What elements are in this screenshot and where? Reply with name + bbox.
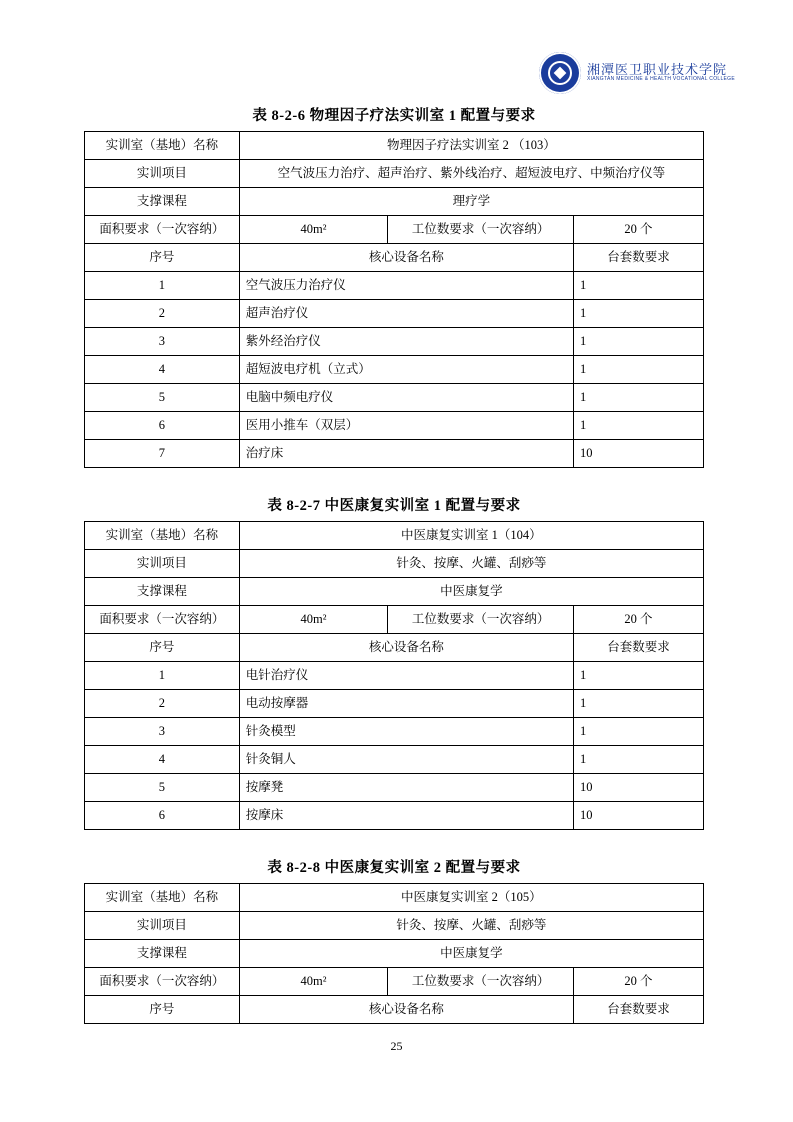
col-header-qty: 台套数要求 (573, 996, 703, 1024)
table-row (85, 272, 704, 300)
station-label: 工位数要求（一次容纳） (388, 968, 574, 996)
college-name-cn: 湘潭医卫职业技术学院 (586, 62, 727, 78)
equipment-qty: 1 (573, 718, 703, 746)
row-value: 中医康复学 (239, 940, 703, 968)
col-header-qty: 台套数要求 (573, 634, 703, 662)
equipment-no: 6 (85, 412, 240, 440)
area-label: 面积要求（一次容纳） (85, 606, 240, 634)
station-value: 20 个 (573, 216, 703, 244)
equipment-no: 4 (85, 746, 240, 774)
college-logo-text (587, 63, 735, 83)
equipment-name: 电动按摩器 (239, 690, 573, 718)
equipment-name: 电脑中频电疗仪 (239, 384, 573, 412)
table-row (85, 132, 704, 160)
area-value: 40m² (239, 968, 388, 996)
station-label: 工位数要求（一次容纳） (388, 606, 574, 634)
college-name-en: XIANGTAN MEDICINE & HEALTH VOCATIONAL COLLEGE (586, 76, 735, 83)
table-row (85, 188, 704, 216)
row-label: 实训项目 (85, 550, 240, 578)
config-table (84, 521, 704, 830)
col-header-name: 核心设备名称 (239, 996, 573, 1024)
config-table (84, 883, 704, 1024)
equipment-no: 4 (85, 356, 240, 384)
equipment-qty: 1 (573, 328, 703, 356)
equipment-no: 1 (85, 662, 240, 690)
equipment-qty: 1 (573, 746, 703, 774)
table-row (85, 802, 704, 830)
equipment-qty: 10 (573, 440, 703, 468)
table-row (85, 662, 704, 690)
table-row (85, 690, 704, 718)
table-title: 表 8-2-6 物理因子疗法实训室 1 配置与要求 (252, 108, 536, 124)
table-row-area (85, 968, 704, 996)
col-header-no: 序号 (85, 244, 240, 272)
row-value: 针灸、按摩、火罐、刮痧等 (239, 550, 703, 578)
table-row (85, 160, 704, 188)
row-label: 实训项目 (85, 160, 240, 188)
row-label: 实训项目 (85, 912, 240, 940)
equipment-name: 按摩凳 (239, 774, 573, 802)
equipment-qty: 1 (573, 412, 703, 440)
equipment-qty: 10 (573, 774, 703, 802)
station-label: 工位数要求（一次容纳） (388, 216, 574, 244)
row-label: 支撑课程 (85, 940, 240, 968)
table-row (85, 912, 704, 940)
equipment-name: 针灸铜人 (239, 746, 573, 774)
row-label: 支撑课程 (85, 578, 240, 606)
col-header-qty: 台套数要求 (573, 244, 703, 272)
table-block-1 (84, 104, 704, 468)
equipment-qty: 10 (573, 802, 703, 830)
table-row (85, 384, 704, 412)
equipment-qty: 1 (573, 690, 703, 718)
row-value: 理疗学 (239, 188, 703, 216)
equipment-qty: 1 (573, 662, 703, 690)
row-label: 实训室（基地）名称 (85, 132, 240, 160)
col-header-name: 核心设备名称 (239, 244, 573, 272)
row-label: 实训室（基地）名称 (85, 884, 240, 912)
table-title: 表 8-2-8 中医康复实训室 2 配置与要求 (267, 860, 521, 876)
equipment-name: 按摩床 (239, 802, 573, 830)
equipment-qty: 1 (573, 300, 703, 328)
area-value: 40m² (239, 216, 388, 244)
table-row (85, 940, 704, 968)
station-value: 20 个 (573, 968, 703, 996)
table-row-area (85, 606, 704, 634)
equipment-no: 6 (85, 802, 240, 830)
table-row (85, 300, 704, 328)
equipment-no: 2 (85, 300, 240, 328)
area-label: 面积要求（一次容纳） (85, 216, 240, 244)
table-title: 表 8-2-7 中医康复实训室 1 配置与要求 (267, 498, 521, 514)
table-row (85, 774, 704, 802)
col-header-no: 序号 (85, 996, 240, 1024)
station-value: 20 个 (573, 606, 703, 634)
row-label: 支撑课程 (85, 188, 240, 216)
equipment-name: 治疗床 (239, 440, 573, 468)
equipment-no: 2 (85, 690, 240, 718)
row-label: 实训室（基地）名称 (85, 522, 240, 550)
col-header-name: 核心设备名称 (239, 634, 573, 662)
equipment-name: 紫外经治疗仪 (239, 328, 573, 356)
equipment-name: 针灸模型 (239, 718, 573, 746)
table-header-row (85, 244, 704, 272)
page-number: 25 (390, 1039, 403, 1053)
equipment-qty: 1 (573, 272, 703, 300)
row-value: 中医康复实训室 1（104） (239, 522, 703, 550)
document-content (84, 104, 704, 1050)
area-label: 面积要求（一次容纳） (85, 968, 240, 996)
table-header-row (85, 996, 704, 1024)
row-value: 物理因子疗法实训室 2 （103） (239, 132, 703, 160)
equipment-no: 3 (85, 718, 240, 746)
table-row (85, 578, 704, 606)
table-row (85, 328, 704, 356)
equipment-name: 医用小推车（双层） (239, 412, 573, 440)
equipment-no: 3 (85, 328, 240, 356)
table-row (85, 718, 704, 746)
row-value: 空气波压力治疗、超声治疗、紫外线治疗、超短波电疗、中频治疗仪等 (239, 160, 703, 188)
config-table (84, 131, 704, 468)
row-value: 中医康复学 (239, 578, 703, 606)
equipment-name: 超声治疗仪 (239, 300, 573, 328)
row-value: 针灸、按摩、火罐、刮痧等 (239, 912, 703, 940)
table-row-area (85, 216, 704, 244)
equipment-no: 5 (85, 774, 240, 802)
equipment-name: 超短波电疗机（立式） (239, 356, 573, 384)
table-row (85, 440, 704, 468)
table-row (85, 746, 704, 774)
college-emblem-icon (539, 52, 581, 94)
equipment-no: 5 (85, 384, 240, 412)
col-header-no: 序号 (85, 634, 240, 662)
equipment-name: 空气波压力治疗仪 (239, 272, 573, 300)
equipment-no: 7 (85, 440, 240, 468)
table-header-row (85, 634, 704, 662)
equipment-no: 1 (85, 272, 240, 300)
equipment-qty: 1 (573, 384, 703, 412)
table-block-3 (84, 856, 704, 1024)
equipment-name: 电针治疗仪 (239, 662, 573, 690)
table-row (85, 522, 704, 550)
table-row (85, 412, 704, 440)
college-logo (539, 52, 735, 94)
area-value: 40m² (239, 606, 388, 634)
table-block-2 (84, 494, 704, 830)
equipment-qty: 1 (573, 356, 703, 384)
table-row (85, 356, 704, 384)
table-row (85, 884, 704, 912)
row-value: 中医康复实训室 2（105） (239, 884, 703, 912)
table-row (85, 550, 704, 578)
